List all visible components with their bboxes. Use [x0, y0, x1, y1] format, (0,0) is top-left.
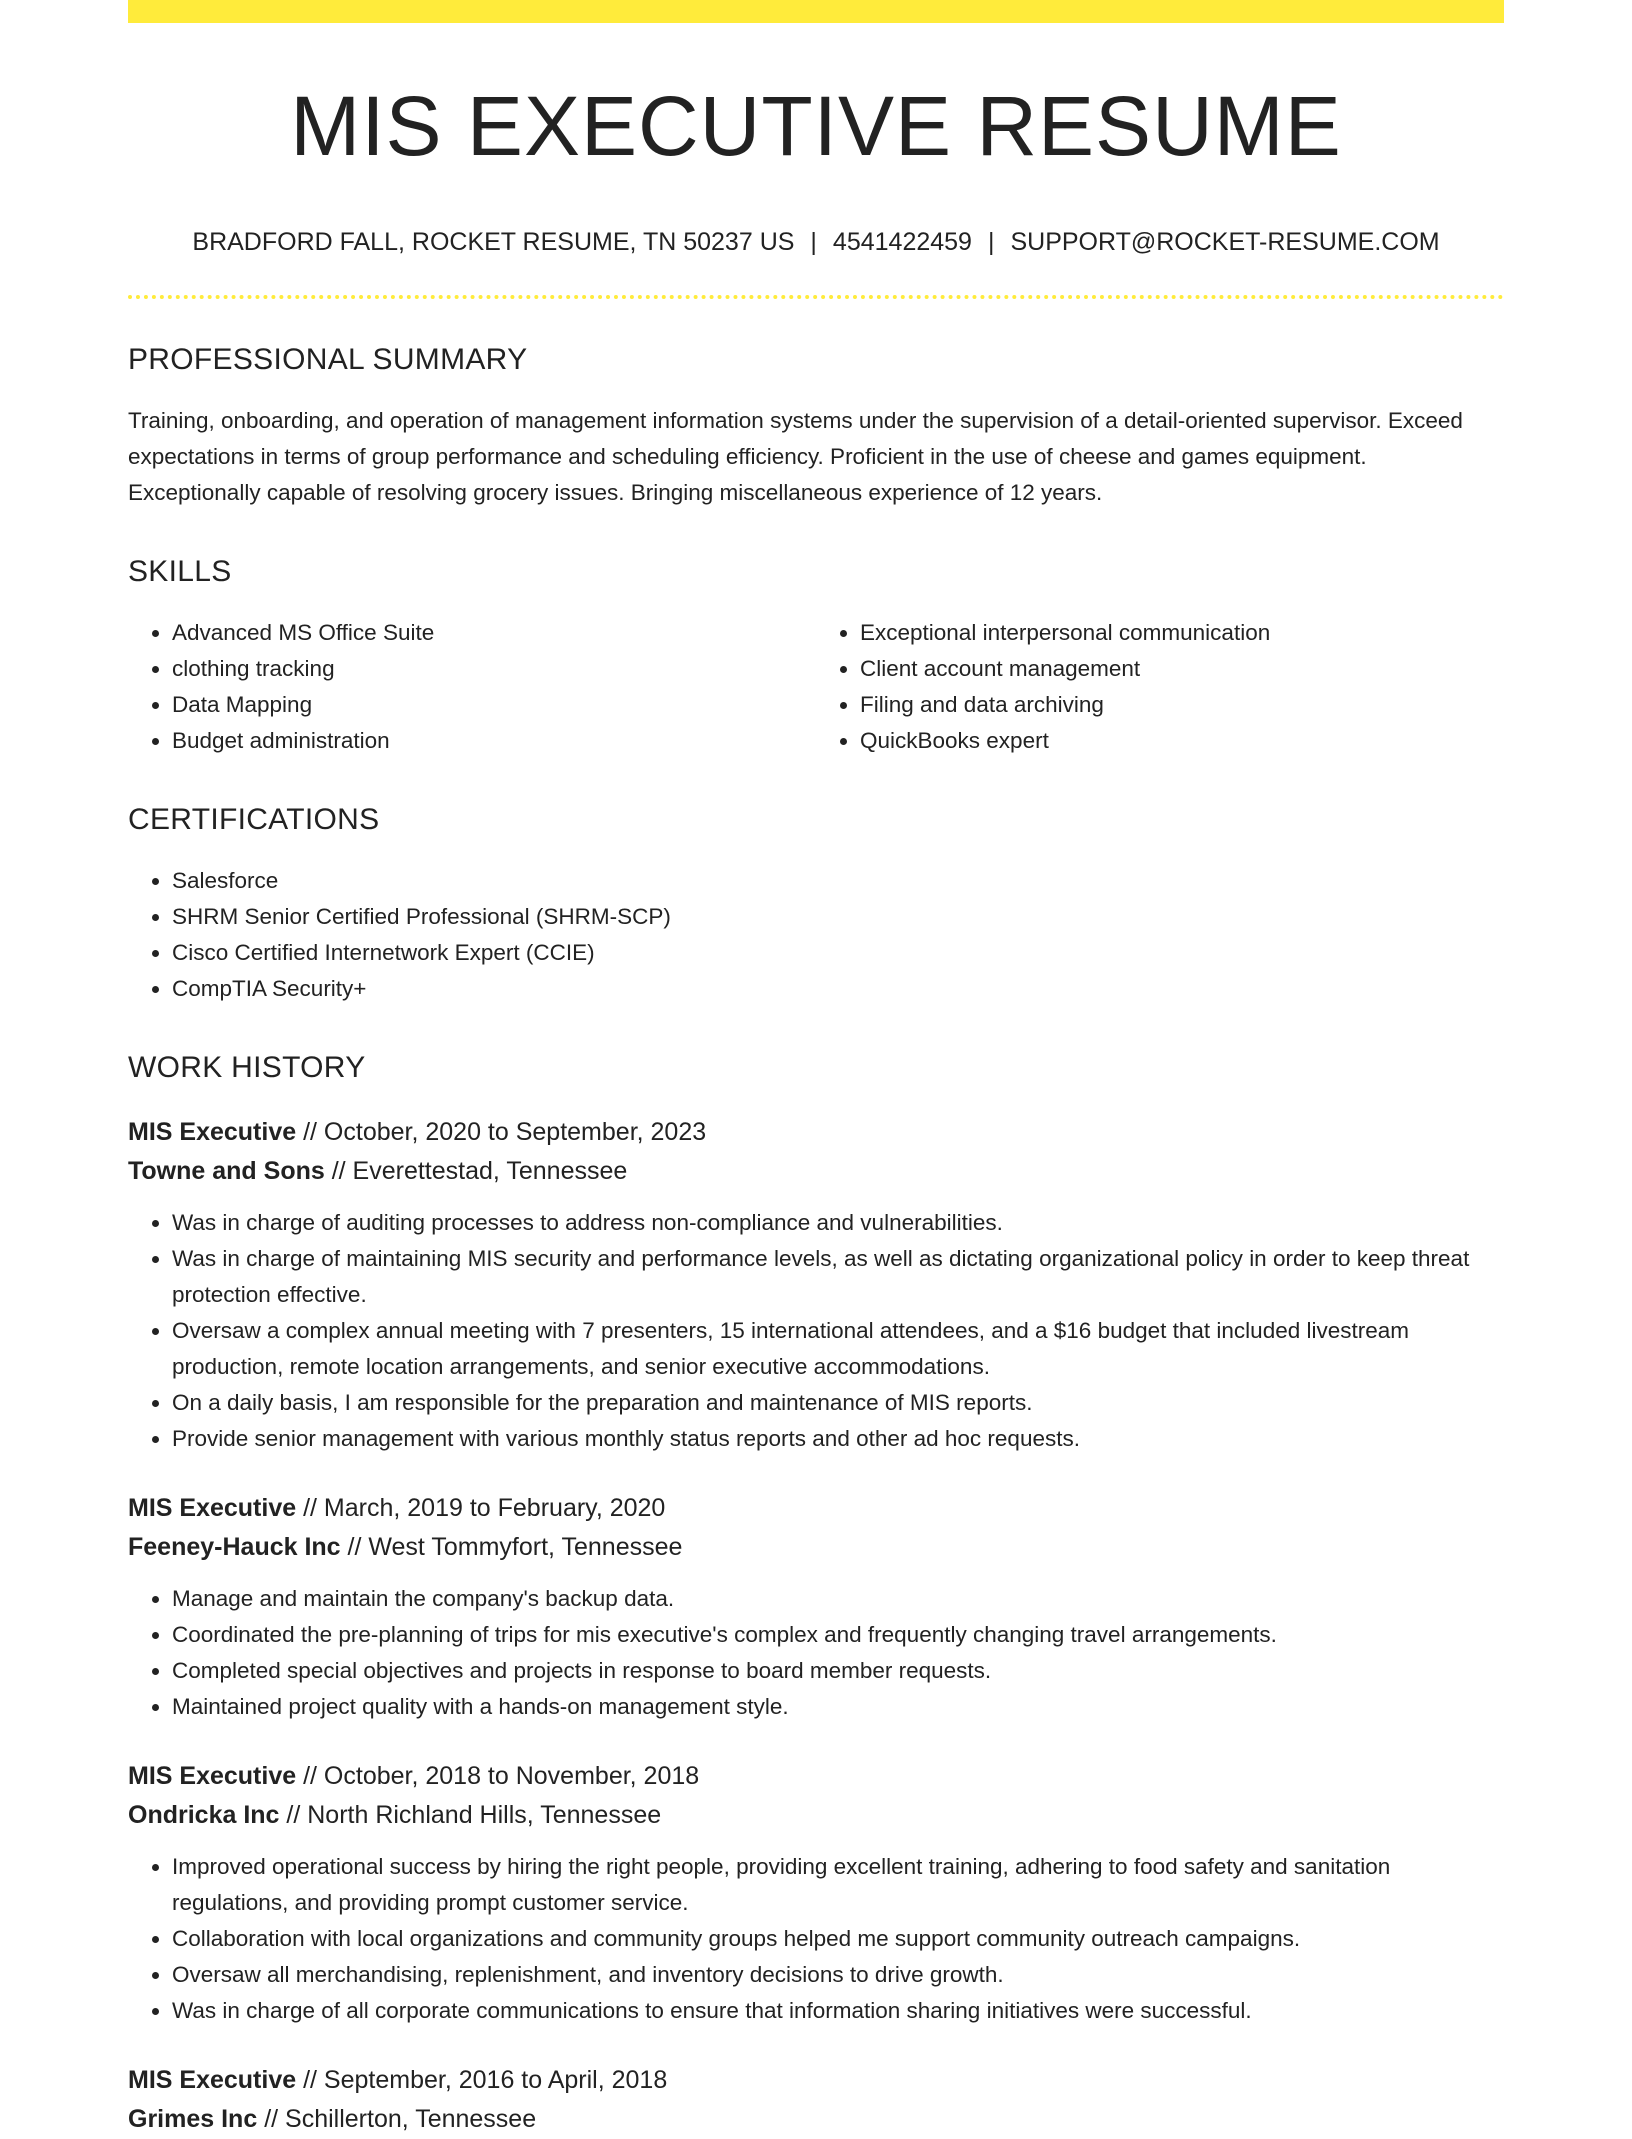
summary-text: Training, onboarding, and operation of management information systems under the supervision of a detail-oriented supervisor. Exceed expectations in terms of group performance and scheduling efficiency. Proficient in the use of cheese and games equipment. Exceptionally capable of resolving grocery issues. Bringing miscellaneous experience of 12 years. — [128, 408, 1463, 506]
job-company-line — [128, 1152, 1504, 1191]
contact-separator: | — [987, 228, 995, 257]
job-bullet: • Manage and maintain the company's backup data. — [172, 1581, 1504, 1617]
skills-section — [128, 555, 1504, 759]
resume-title: MIS EXECUTIVE RESUME — [290, 79, 1342, 173]
job-bullet: • Maintained project quality with a hands-on management style. — [172, 1689, 1504, 1725]
job-entry — [128, 1489, 1504, 1725]
skill-item: • Exceptional interpersonal communication — [860, 615, 1504, 651]
job-title: MIS Executive — [128, 2066, 297, 2095]
job-company-line — [128, 1528, 1504, 1567]
contact-separator: | — [810, 228, 817, 257]
skill-item: • Data Mapping — [172, 687, 816, 723]
job-location: // Schillerton, Tennessee — [264, 2105, 537, 2134]
skill-item: • Filing and data archiving — [860, 687, 1504, 723]
contact-email[interactable]: SUPPORT@ROCKET-RESUME.COM — [1010, 228, 1440, 257]
job-company: Towne and Sons — [128, 1157, 325, 1186]
job-company: Ondricka Inc — [128, 1801, 280, 1830]
job-title-line — [128, 1489, 1504, 1528]
job-dates: // October, 2018 to November, 2018 — [303, 1762, 700, 1791]
job-title: MIS Executive — [128, 1494, 297, 1523]
work-history-section — [128, 1051, 1504, 2139]
job-bullet: • Was in charge of maintaining MIS security and performance levels, as well as dictating organizational policy in order to keep threat protection effective. — [172, 1241, 1504, 1313]
top-accent-bar — [128, 0, 1504, 23]
job-company: Feeney-Hauck Inc — [128, 1533, 341, 1562]
job-entry — [128, 1757, 1504, 2029]
skill-item: • Client account management — [860, 651, 1504, 687]
job-bullet: • Was in charge of all corporate communications to ensure that information sharing initiatives were successful. — [172, 1993, 1504, 2029]
skills-list-left — [128, 615, 816, 759]
job-bullets — [128, 1205, 1504, 1457]
job-dates: // October, 2020 to September, 2023 — [303, 1118, 707, 1147]
job-company-line — [128, 2100, 1504, 2139]
resume-page — [128, 0, 1504, 2139]
certifications-heading: CERTIFICATIONS — [128, 803, 380, 837]
skill-item: • QuickBooks expert — [860, 723, 1504, 759]
job-dates: // September, 2016 to April, 2018 — [303, 2066, 668, 2095]
certification-item: • CompTIA Security+ — [172, 971, 1504, 1007]
job-bullet: • Collaboration with local organizations and community groups helped me support community outreach campaigns. — [172, 1921, 1504, 1957]
certification-item: • SHRM Senior Certified Professional (SHRM-SCP) — [172, 899, 1504, 935]
job-bullet: • Oversaw a complex annual meeting with 7 presenters, 15 international attendees, and a $16 budget that included livestream production, remote location arrangements, and senior executive accommodations. — [172, 1313, 1504, 1385]
dotted-divider — [128, 295, 1504, 299]
job-entry — [128, 2061, 1504, 2139]
certifications-list — [128, 863, 1504, 1007]
job-bullet: • Oversaw all merchandising, replenishment, and inventory decisions to drive growth. — [172, 1957, 1504, 1993]
job-location: // North Richland Hills, Tennessee — [286, 1801, 662, 1830]
job-bullet: • Coordinated the pre-planning of trips for mis executive's complex and frequently changing travel arrangements. — [172, 1617, 1504, 1653]
job-title-line — [128, 1113, 1504, 1152]
job-title-line — [128, 1757, 1504, 1796]
job-bullet: • On a daily basis, I am responsible for the preparation and maintenance of MIS reports. — [172, 1385, 1504, 1421]
job-company: Grimes Inc — [128, 2105, 258, 2134]
job-title: MIS Executive — [128, 1762, 297, 1791]
job-bullet: • Improved operational success by hiring the right people, providing excellent training, adhering to food safety and sanitation regulations, and providing prompt customer service. — [172, 1849, 1504, 1921]
job-dates: // March, 2019 to February, 2020 — [303, 1494, 666, 1523]
job-entry — [128, 1113, 1504, 1457]
summary-heading: PROFESSIONAL SUMMARY — [128, 343, 528, 377]
certifications-section — [128, 803, 1504, 1007]
skills-list-right — [816, 615, 1504, 759]
certification-item: • Salesforce — [172, 863, 1504, 899]
certification-item: • Cisco Certified Internetwork Expert (CCIE) — [172, 935, 1504, 971]
job-title: MIS Executive — [128, 1118, 297, 1147]
job-location: // Everettestad, Tennessee — [331, 1157, 628, 1186]
summary-section — [128, 343, 1504, 511]
job-title-line — [128, 2061, 1504, 2100]
job-company-line — [128, 1796, 1504, 1835]
skills-heading: SKILLS — [128, 555, 232, 589]
job-bullet: • Provide senior management with various monthly status reports and other ad hoc requests. — [172, 1421, 1504, 1457]
job-bullets — [128, 1849, 1504, 2029]
job-bullet: • Completed special objectives and projects in response to board member requests. — [172, 1653, 1504, 1689]
skill-item: • Advanced MS Office Suite — [172, 615, 816, 651]
contact-line — [128, 227, 1504, 257]
contact-address: BRADFORD FALL, ROCKET RESUME, TN 50237 US — [192, 228, 795, 257]
job-bullets — [128, 1581, 1504, 1725]
contact-phone[interactable]: 4541422459 — [832, 228, 972, 257]
work-history-heading: WORK HISTORY — [128, 1051, 366, 1085]
skills-grid — [128, 615, 1504, 759]
skill-item: • Budget administration — [172, 723, 816, 759]
job-location: // West Tommyfort, Tennessee — [347, 1533, 683, 1562]
job-bullet: • Was in charge of auditing processes to address non-compliance and vulnerabilities. — [172, 1205, 1504, 1241]
skill-item: • clothing tracking — [172, 651, 816, 687]
